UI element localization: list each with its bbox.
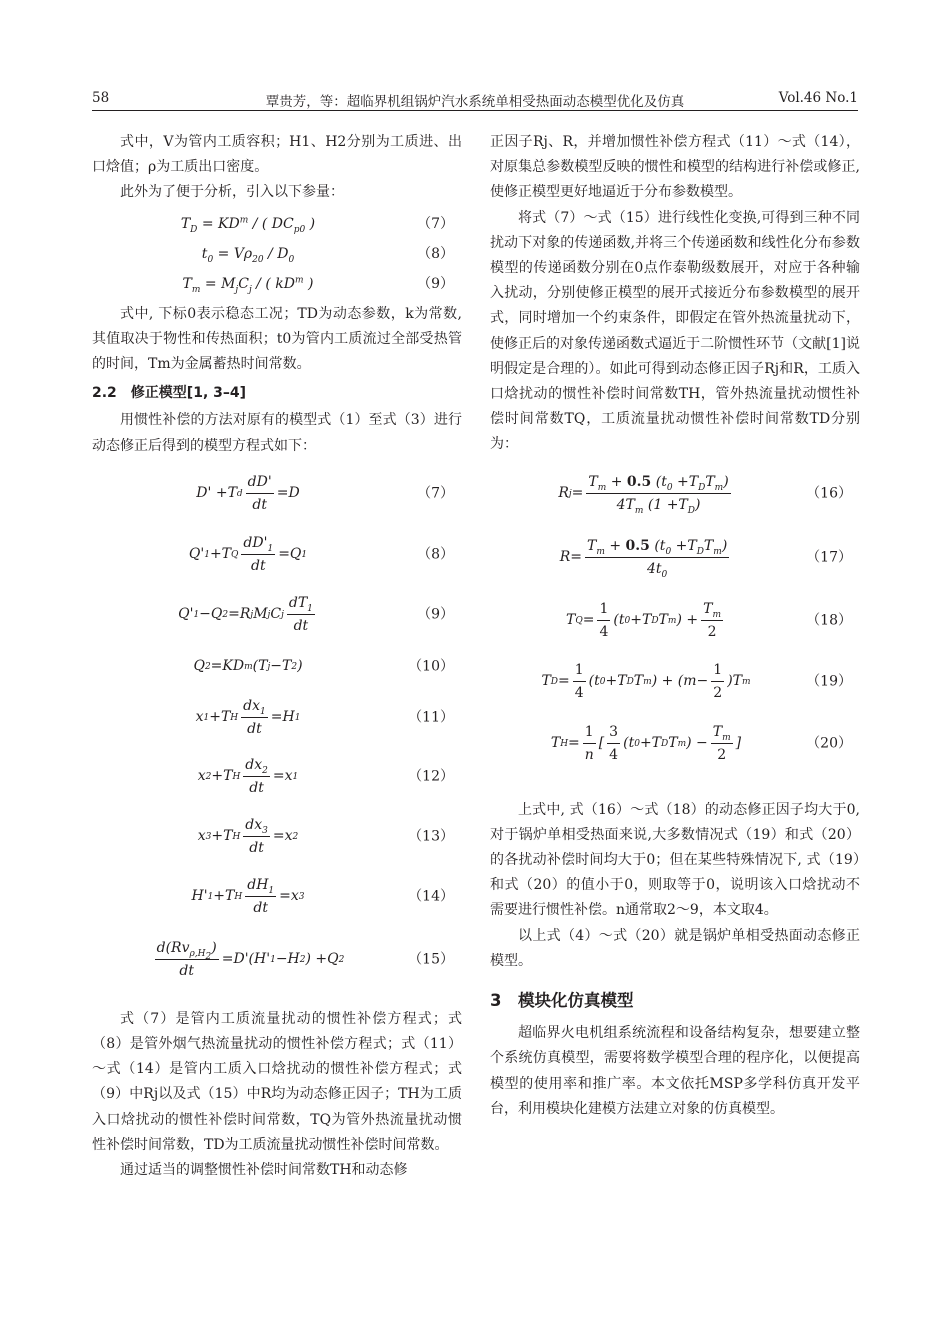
equation-12: x 2 + T H $\frac{dx_2}{dt}$ = x 1 （12） <box>92 747 462 807</box>
equation-13: x 3 + T H $\frac{dx_3}{dt}$ = x 2 （13） <box>92 807 462 867</box>
equation-11: x 1 + T H $\frac{dx_1}{dt}$ = H 1 （11） <box>92 689 462 747</box>
equation-8: Q ' 1 + T Q $\frac{dD'_1}{dt}$ = Q 1 （8） <box>92 525 462 585</box>
equation-5: $t_0 = V\rho_{20} / D_0$ （8） <box>201 245 454 265</box>
paragraph: 正因子Rj、R，并增加惯性补偿方程式（11）～式（14），对原集总参数模型反映的惯性和模型的结构进行补偿或修正,使修正模型更好地逼近于分布参数模型。 <box>490 134 860 201</box>
equation-10: Q 2 = KD m ( T j − T 2 ) （10） <box>193 658 454 675</box>
equation-9: Q ' 1 − Q 2 = R j M j C j $\frac{dT_1}{dt}$ （9） <box>92 585 462 645</box>
paragraph: 式中, 下标0表示稳态工况；TD为动态参数，k为常数,其值取决于物性和传热面积；t0为管内工质流过全部受热管的时间，Tm为金属蓄热时间常数。 <box>92 305 462 373</box>
paragraph: 通过适当的调整惯性补偿时间常数TH和动态修 <box>120 1162 408 1179</box>
left-column <box>92 130 462 1183</box>
equation-17: R = $\frac{T_m + 0.5 (t_0 +T_DT_m)}{4t_0}$ （17） <box>490 526 860 590</box>
paragraph: 式中，V为管内工质容积；H1、H2分别为工质进、出口焓值；ρ为工质出口密度。 <box>92 134 462 176</box>
paragraph: 将式（7）～式（15）进行线性化变换,可得到三种不同扰动下对象的传递函数,并将三个传递函数和线性化分布参数模型的传递函数分别在0点作泰勒级数展开，对应于各种输入扰动，分别使修正模型的展开式接近分布参数模型的展开式，同时增加一个约束条件，即假定在管外热流量扰动下，使修正后的对象传递函数式逼近于二阶惯性环节（文献[1]说明假定是合理的）。如此可得到动态修正因子Rj和R，工质入口焓扰动的惯性补偿时间常数TH，管外热流量扰动惯性补偿时间常数TQ，工质流量扰动惯性补偿时间常数TD分别为： <box>490 209 860 453</box>
equation-20: T H = $\frac{1}{n}$ [ $\frac{3}{4}$ ( t 0 + T D T m ) − $\frac{T_m}{2}$ ] （20） <box>490 712 860 776</box>
equation-19: T D = $\frac{1}{4}$ ( t 0 + T D T m ) + ( m − $\frac{1}{2}$ ) T m （19） <box>490 652 860 712</box>
equation-4: $T_D = KD^m$ / ( $DC_{p0}$ ) （7） <box>180 214 454 235</box>
running-header <box>92 88 858 111</box>
equation-7: D ' + T d $\frac{dD'}{dt}$ = D （7） <box>92 463 462 525</box>
section-heading-2-2: 2.2 修正模型[1, 3–4] <box>92 385 247 402</box>
section-heading-3: 3 模块化仿真模型 <box>490 991 634 1011</box>
paragraph: 以上式（4）～式（20）就是锅炉单相受热面动态修正模型。 <box>490 927 860 969</box>
running-title: 覃贵芳，等：超临界机组锅炉汽水系统单相受热面动态模型优化及仿真 <box>265 94 685 110</box>
equation-14: H ' 1 + T H $\frac{dH_1}{dt}$ = x 3 （14） <box>92 867 462 927</box>
equation-15: $\frac{d(Rv_{\rho,H_2})}{dt}$ = D '( H ' 1 − H 2 ) + Q 2 （15） <box>92 927 462 993</box>
equation-16: R j = $\frac{T_m + 0.5 (t_0 +T_DT_m)}{4T_m (1 +T_D)}$ （16） <box>490 466 860 522</box>
paragraph: 超临界火电机组系统流程和设备结构复杂，想要建立整个系统仿真模型，需要将数学模型合理的程序化，以便提高模型的使用率和推广率。本文依托MSP多学科仿真开发平台，利用模块化建模方法建立对象的仿真模型。 <box>490 1025 860 1117</box>
equation-6: $T_m = M_jC_j$ / ( $kD^m$ ) （9） <box>182 274 454 295</box>
equation-18: T Q = $\frac{1}{4}$ ( t 0 + T D T m ) + $\frac{T_m}{2}$ （18） <box>490 590 860 652</box>
paragraph: 上式中, 式（16）～式（18）的动态修正因子均大于0,对于锅炉单相受热面来说,大多数情况式（19）和式（20）的各扰动补偿时间均大于0；但在某些特殊情况下, 式（19）和式（20）的值小于0，则取等于0，说明该入口焓扰动不需要进行惯性补偿。n通常取2～9，本文取4。 <box>490 801 860 919</box>
page-number: 58 <box>92 90 110 106</box>
paragraph: 式（7）是管内工质流量扰动的惯性补偿方程式；式（8）是管外烟气热流量扰动的惯性补偿方程式；式（11）～式（14）是管内工质入口焓扰动的惯性补偿方程式；式（9）中Rj以及式（15）中R均为动态修正因子；TH为工质入口焓扰动的惯性补偿时间常数，TQ为管外热流量扰动惯性补偿时间常数，TD为工质流量扰动惯性补偿时间常数。 <box>92 1010 462 1153</box>
paragraph: 此外为了便于分析，引入以下参量： <box>120 184 344 201</box>
right-column <box>490 130 860 1122</box>
volume-info: Vol.46 No.1 <box>778 90 858 106</box>
paragraph: 用惯性补偿的方法对原有的模型式（1）至式（3）进行动态修正后得到的模型方程式如下： <box>92 412 462 454</box>
